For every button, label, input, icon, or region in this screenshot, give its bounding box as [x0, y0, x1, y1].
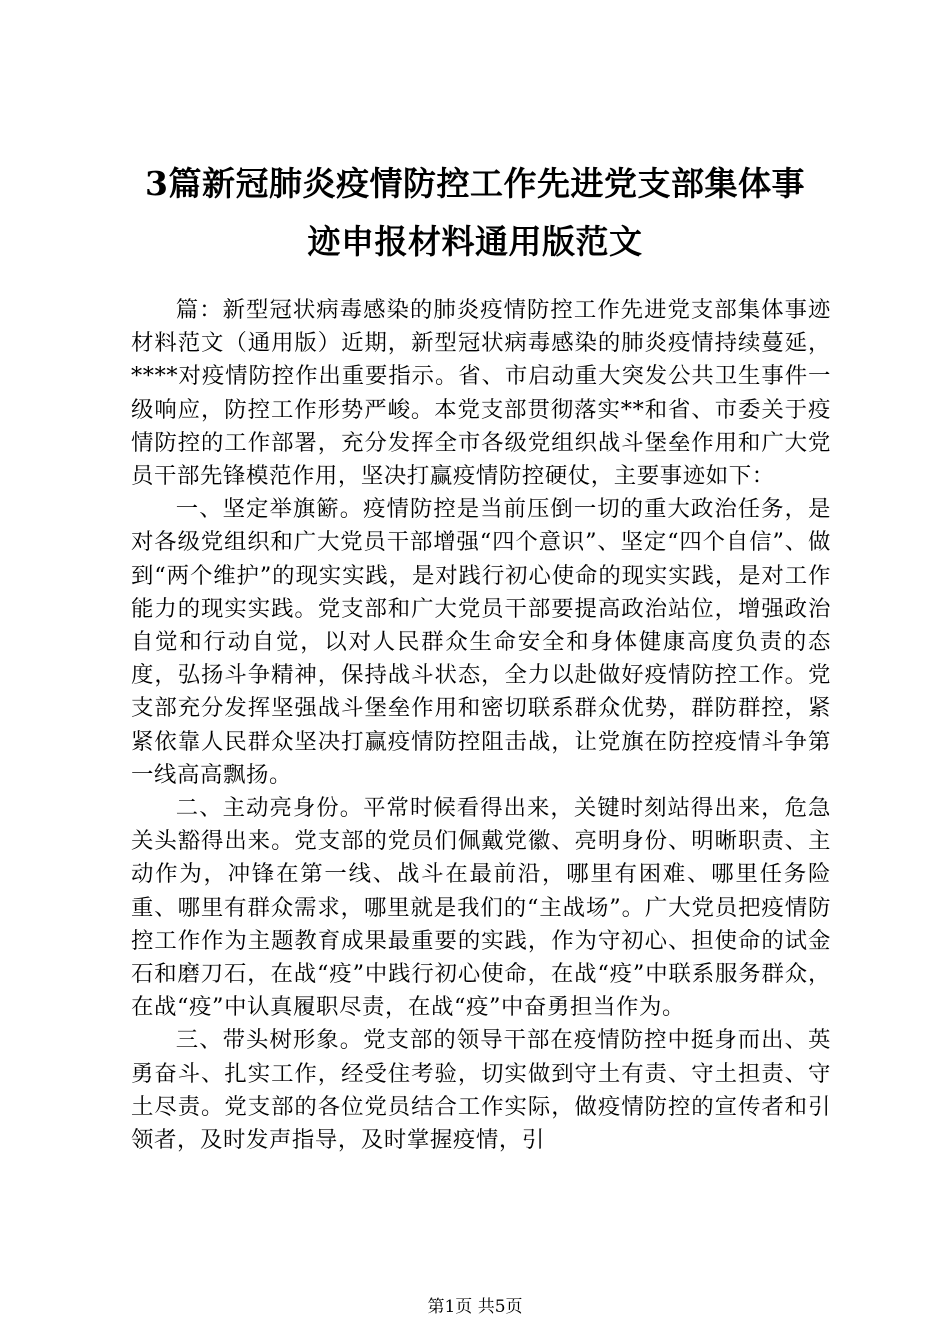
paragraph-section-2: 二、主动亮身份。平常时候看得出来，关键时刻站得出来，危急关头豁得出来。党支部的党员们佩戴党徽、亮明身份、明晰职责、主动作为，冲锋在第一线、战斗在最前沿，哪里有困难、哪里任务险重、哪里有群众需求，哪里就是我们的“主战场”。广大党员把疫情防控工作作为主题教育成果最重要的实践，作为守初心、担使命的试金石和磨刀石，在战“疫”中践行初心使命，在战“疫”中联系服务群众，在战“疫”中认真履职尽责，在战“疫”中奋勇担当作为。 — [131, 795, 831, 1021]
paragraph-section-1: 一、坚定举旗簖。疫情防控是当前压倒一切的重大政治任务，是对各级党组织和广大党员干部增强“四个意识”、坚定“四个自信”、做到“两个维护”的现实实践，是对践行初心使命的现实实践，是对工作能力的现实实践。党支部和广大党员干部要提高政治站位，增强政治自觉和行动自觉，以对人民群众生命安全和身体健康高度负责的态度，弘扬斗争精神，保持战斗状态，全力以赴做好疫情防控工作。党支部充分发挥坚强战斗堡垒作用和密切联系群众优势，群防群控，紧紧依靠人民群众坚决打赢疫情防控阻击战，让党旗在防控疫情斗争第一线高高飘扬。 — [131, 496, 831, 788]
page-number-footer: 第1页 共5页 — [427, 1297, 523, 1317]
paragraph-section-3: 三、带头树形象。党支部的领导干部在疫情防控中挺身而出、英勇奋斗、扎实工作，经受住考验，切实做到守土有责、守土担责、守土尽责。党支部的各位党员结合工作实际，做疫情防控的宣传者和引领者，及时发声指导，及时掌握疫情，引 — [131, 1027, 831, 1154]
paragraph-intro: 篇：新型冠状病毒感染的肺炎疫情防控工作先进党支部集体事迹材料范文（通用版）近期，新型冠状病毒感染的肺炎疫情持续蔓延，****对疫情防控作出重要指示。省、市启动重大突发公共卫生事件一级响应，防控工作形势严峻。本党支部贯彻落实**和省、市委关于疫情防控的工作部署，充分发挥全市各级党组织战斗堡垒作用和广大党员干部先锋模范作用，坚决打赢疫情防控硬仗，主要事迹如下： — [131, 297, 831, 490]
document-title-line-1: 3篇新冠肺炎疫情防控工作先进党支部集体事 — [145, 164, 805, 203]
document-title-line-2: 迹申报材料通用版范文 — [307, 222, 643, 261]
document-body — [131, 294, 831, 1157]
